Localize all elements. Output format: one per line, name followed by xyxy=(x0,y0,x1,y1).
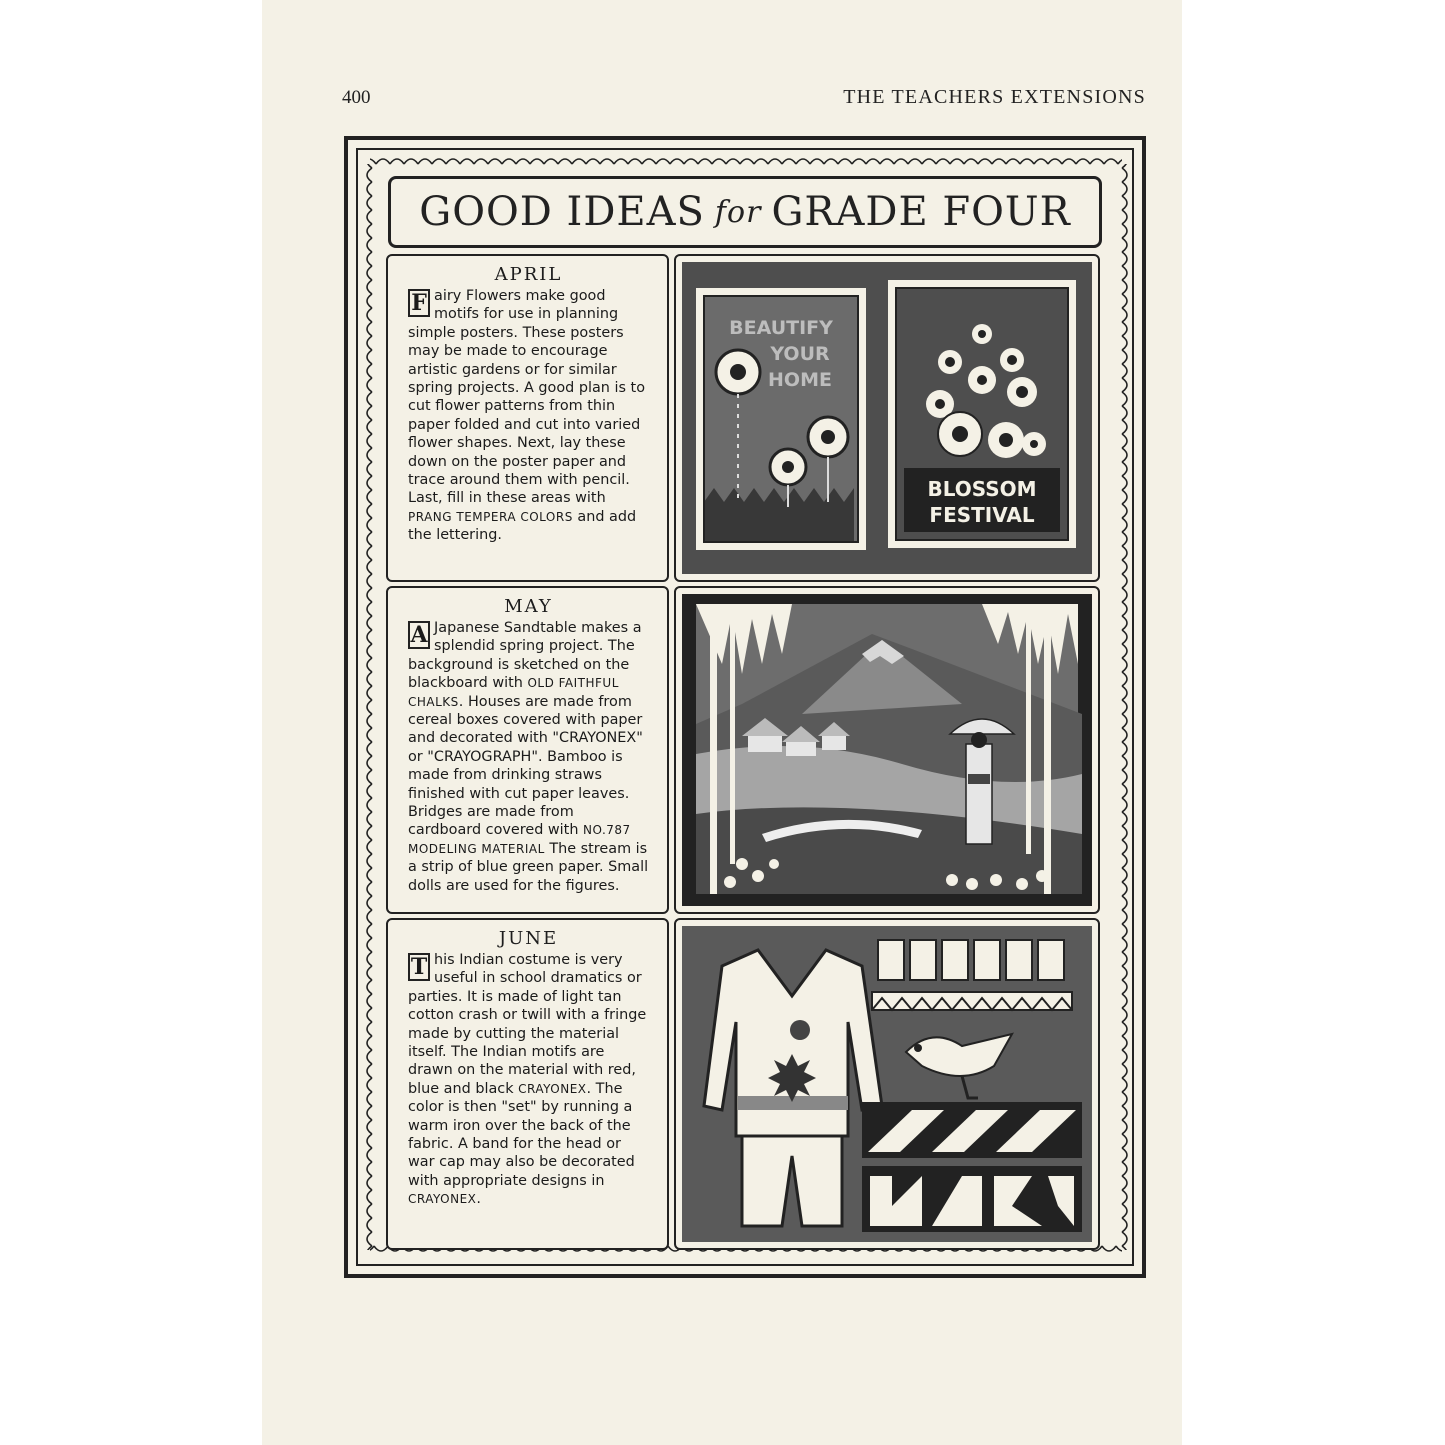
poster-festival: FESTIVAL xyxy=(929,503,1035,527)
banner-text-grade: GRADE FOUR xyxy=(771,189,1071,235)
may-illustration-panel xyxy=(674,586,1100,914)
japanese-scene-illustration xyxy=(682,594,1092,906)
april-text-panel xyxy=(386,254,669,582)
june-text-3: . xyxy=(476,1191,481,1208)
indian-costume-illustration xyxy=(682,926,1092,1242)
april-text-2: and add the lettering. xyxy=(408,508,637,544)
may-brand-1: OLD FAITHFUL CHALKS xyxy=(408,676,619,709)
month-heading-may: MAY xyxy=(504,596,553,617)
june-body xyxy=(408,951,649,1209)
poster-illustration xyxy=(682,262,1092,574)
dropcap-f: F xyxy=(408,289,430,317)
june-brand-1: CRAYONEX xyxy=(518,1081,587,1096)
may-text-3: The stream is a strip of blue green paper. Small dolls are used for the figures. xyxy=(408,840,649,894)
may-brand-2: NO.787 MODELING MATERIAL xyxy=(408,823,631,856)
poster-beautify: BEAUTIFY xyxy=(729,317,833,339)
april-brand: PRANG TEMPERA COLORS xyxy=(408,509,573,524)
april-illustration-panel xyxy=(674,254,1100,582)
june-text-1: his Indian costume is very useful in school dramatics or parties. It is made of light tan cotton crash or twill with a fringe made by cutting the material itself. The Indian motifs are drawn on the material with red, blue and black xyxy=(408,952,647,1097)
may-text-panel xyxy=(386,586,669,914)
banner-text-for: for xyxy=(714,194,762,230)
poster-home: HOME xyxy=(768,369,832,391)
month-heading-june: JUNE xyxy=(498,928,559,949)
page-banner xyxy=(388,176,1102,248)
may-text-1: Japanese Sandtable makes a splendid spring project. The background is sketched on the blackboard with xyxy=(408,620,642,692)
april-body xyxy=(408,287,649,545)
dropcap-a: A xyxy=(408,621,430,649)
poster-blossom: BLOSSOM xyxy=(927,477,1037,501)
may-body xyxy=(408,619,649,895)
june-text-2: . The color is then "set" by running a warm iron over the back of the fabric. A band for the head or war cap may also be decorated with appropriate designs in xyxy=(408,1080,635,1189)
may-text-2: . Houses are made from cereal boxes covered with paper and decorated with "CRAYONEX" or "CRAYOGRAPH". Bamboo is made from drinking straws finished with cut paper leaves. Bridges are made from cardboard covered with xyxy=(408,693,643,839)
month-heading-april: APRIL xyxy=(494,264,563,285)
june-illustration-panel xyxy=(674,918,1100,1250)
june-brand-2: CRAYONEX xyxy=(408,1192,477,1207)
banner-text-main: GOOD IDEAS xyxy=(419,189,705,235)
running-head xyxy=(342,86,1146,114)
april-text-1: airy Flowers make good motifs for use in planning simple posters. These posters may be made to encourage artistic gardens or for similar spring projects. A good plan is to cut flower patterns from thin paper folded and cut into varied flower shapes. Next, lay these down on the poster paper and trace around them with pencil. Last, fill in these areas with xyxy=(408,288,646,507)
running-title: THE TEACHERS EXTENSIONS xyxy=(843,86,1146,108)
page-number: 400 xyxy=(342,87,371,108)
june-text-panel xyxy=(386,918,669,1250)
geometric-panel-1 xyxy=(862,1102,1082,1158)
geometric-panel-2 xyxy=(862,1166,1082,1232)
dropcap-t: T xyxy=(408,953,430,981)
poster-your: YOUR xyxy=(770,343,830,365)
